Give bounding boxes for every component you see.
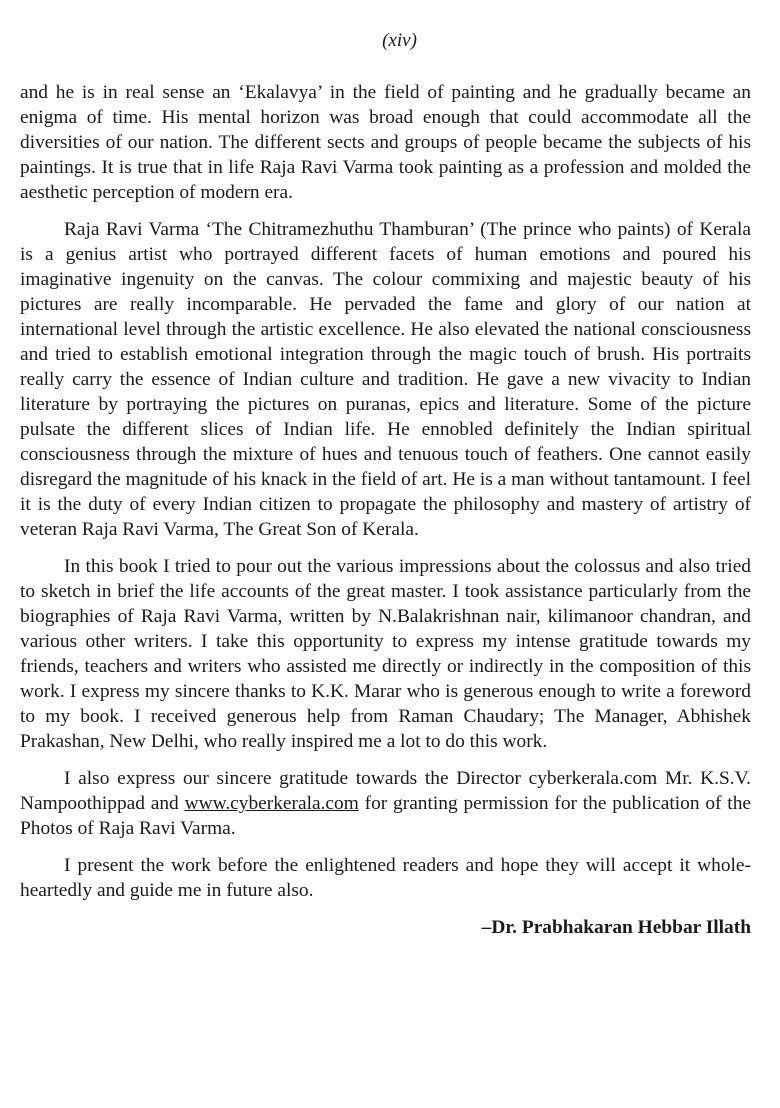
paragraph-closing: I present the work before the enlightened readers and hope they will accept it whole-heartedly and guide me in future also. — [20, 855, 751, 901]
cyberkerala-link[interactable]: www.cyberkerala.com — [184, 793, 359, 814]
author-signature: –Dr. Prabhakaran Hebbar Illath — [481, 917, 751, 938]
page-number: (xiv) — [382, 30, 417, 51]
paragraph-cyberkerala-text-before: I also express our sincere gratitude towards the Director cyberkerala.com Mr. K.S.V. Nampoothippad and — [20, 768, 751, 814]
paragraph-cyberkerala-gratitude — [20, 766, 751, 841]
document-page — [20, 30, 751, 939]
paragraph-book-acknowledgements: In this book I tried to pour out the various impressions about the colossus and also tried to sketch in brief the life accounts of the great master. I took assistance particularly from the biographies of Raja Ravi Varma, written by N.Balakrishnan nair, kilimanoor chandran, and various other writers. I take this opportunity to express my intense gratitude towards my friends, teachers and writers who assisted me directly or indirectly in the composition of this work. I express my sincere thanks to K.K. Marar who is generous enough to write a foreword to my book. I received generous help from Raman Chaudary; The Manager, Abhishek Prakashan, New Delhi, who really inspired me a lot to do this work. — [20, 556, 751, 752]
paragraph-chitramezhuthu-thamburan: Raja Ravi Varma ‘The Chitramezhuthu Thamburan’ (The prince who paints) of Kerala is a genius artist who portrayed different facets of human emotions and poured his imaginative ingenuity on the canvas. The colour commixing and majestic beauty of his pictures are really incomparable. He pervaded the fame and glory of our nation at international level through the artistic excellence. He also elevated the national consciousness and tried to establish emotional integration through the magic touch of brush. His portraits really carry the essence of Indian culture and tradition. He gave a new vivacity to Indian literature by portraying the pictures on puranas, epics and literature. Some of the picture pulsate the different slices of Indian life. He ennobled definitely the Indian spiritual consciousness through the mixture of hues and tenuous touch of feathers. One cannot easily disregard the magnitude of his knack in the field of art. He is a man without tantamount. I feel it is the duty of every Indian citizen to propagate the philosophy and mastery of artistry of veteran Raja Ravi Varma, The Great Son of Kerala. — [20, 219, 751, 540]
paragraph-ekalavya: and he is in real sense an ‘Ekalavya’ in the field of painting and he gradually became an enigma of time. His mental horizon was broad enough that could accommodate all the diversities of our nation. The different sects and groups of people became the subjects of his paintings. It is true that in life Raja Ravi Varma took painting as a profession and molded the aesthetic perception of modern era. — [20, 82, 751, 203]
paragraph-cyberkerala-text-after: for granting permission for the publication of the Photos of Raja Ravi Varma. — [20, 793, 751, 839]
